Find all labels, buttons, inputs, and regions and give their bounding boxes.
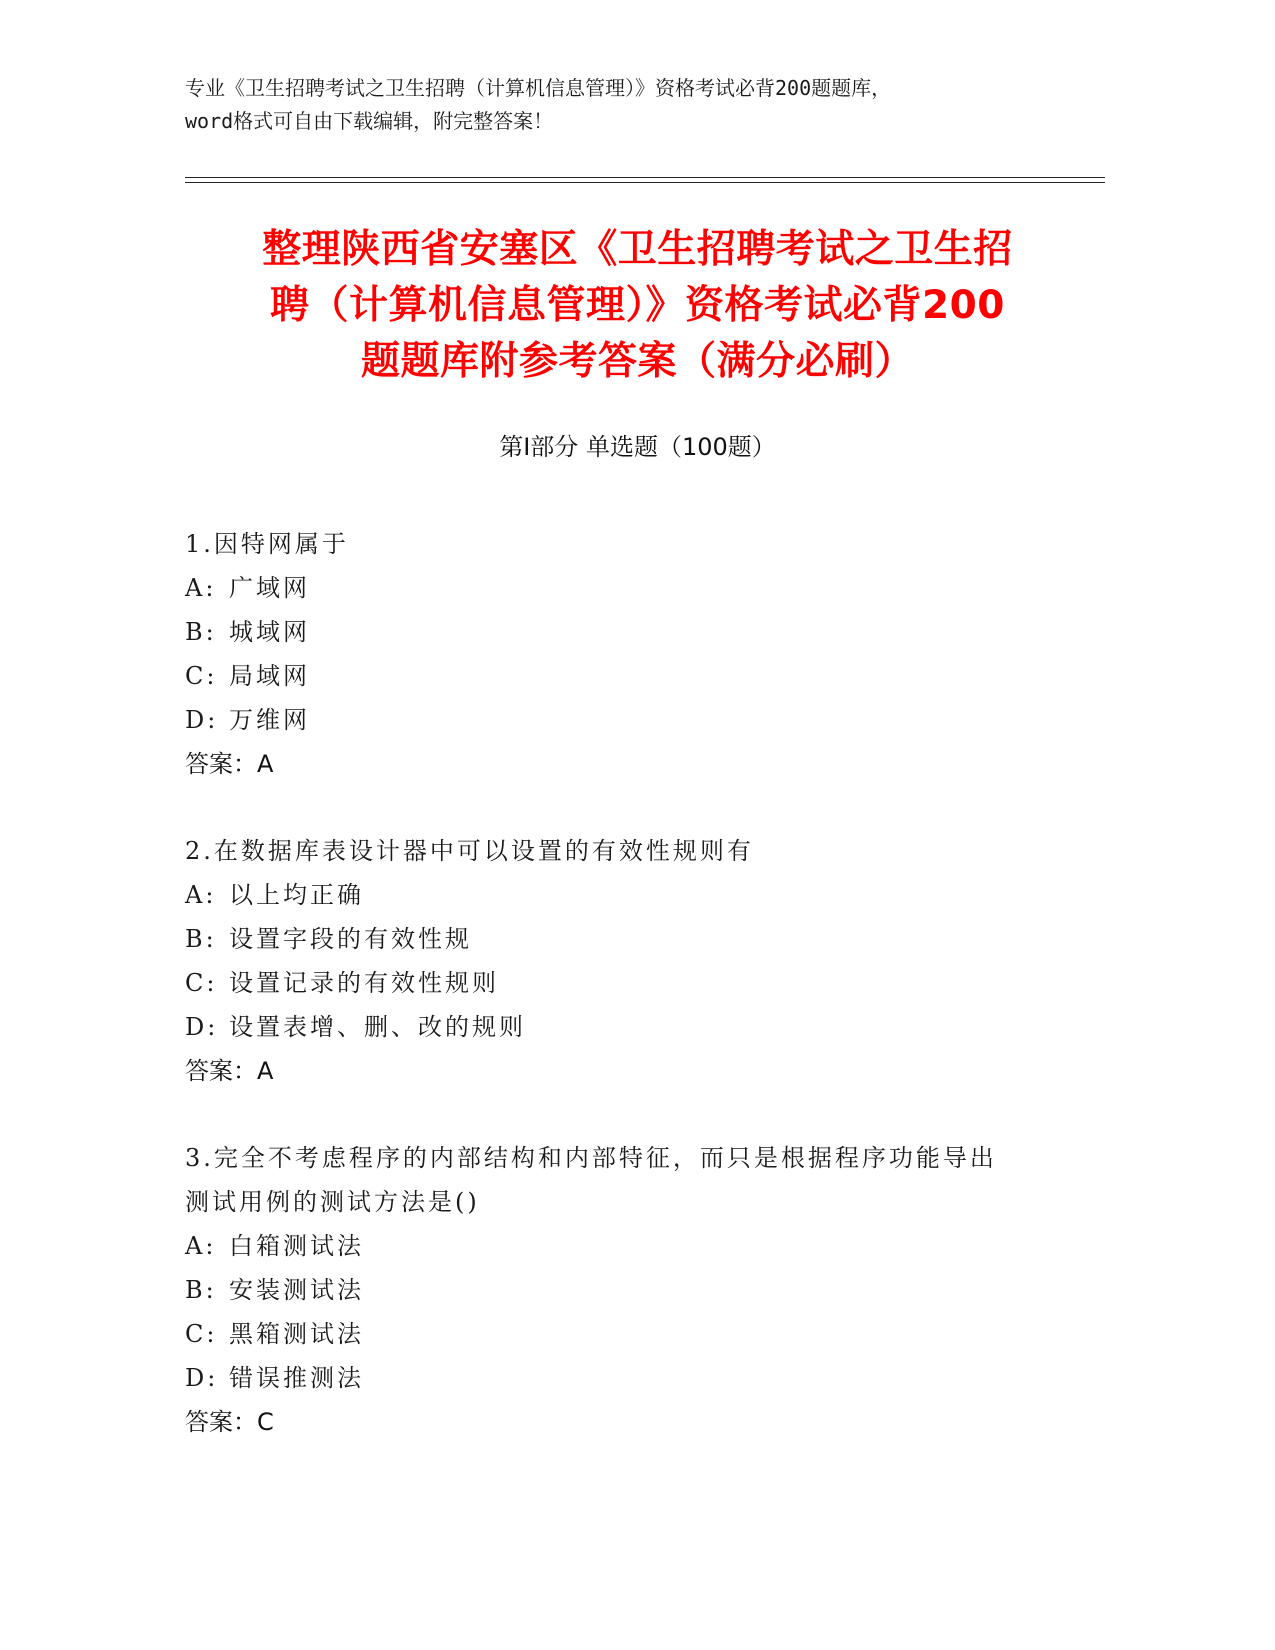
option-a: [185, 873, 1085, 917]
option-text: 白箱测试法: [229, 1232, 364, 1260]
option-letter: B:: [185, 1276, 217, 1304]
title-line-1: 整理陕西省安塞区《卫生招聘考试之卫生招: [262, 227, 1013, 272]
option-b: [185, 917, 1085, 961]
option-text: 错误推测法: [229, 1364, 364, 1392]
option-text: 黑箱测试法: [229, 1320, 364, 1348]
option-letter: D:: [185, 1364, 219, 1392]
option-letter: D:: [185, 1013, 219, 1041]
option-text: 以上均正确: [229, 881, 364, 909]
option-letter: C:: [185, 662, 218, 690]
option-c: [185, 654, 1085, 698]
question-2: [185, 829, 1085, 1093]
option-text: 安装测试法: [229, 1276, 364, 1304]
document-title: [150, 222, 1125, 390]
option-d: [185, 1356, 1085, 1400]
option-b: [185, 1268, 1085, 1312]
option-text: 设置表增、删、改的规则: [229, 1013, 526, 1041]
option-letter: C:: [185, 1320, 218, 1348]
answer-line: 答案：C: [185, 1408, 274, 1436]
option-letter: D:: [185, 706, 219, 734]
question-list: [185, 522, 1085, 1487]
question-stem-line-1: 3.完全不考虑程序的内部结构和内部特征，而只是根据程序功能导出: [185, 1144, 997, 1172]
option-a: [185, 1224, 1085, 1268]
option-letter: C:: [185, 969, 218, 997]
answer-line: 答案：A: [185, 750, 274, 778]
option-text: 设置字段的有效性规: [229, 925, 472, 953]
option-c: [185, 1312, 1085, 1356]
option-letter: A:: [185, 881, 217, 909]
option-d: [185, 698, 1085, 742]
section-heading: 第Ⅰ部分 单选题（100题）: [499, 433, 776, 461]
option-letter: B:: [185, 618, 217, 646]
option-c: [185, 961, 1085, 1005]
option-letter: B:: [185, 925, 217, 953]
question-stem: 1.因特网属于: [185, 530, 349, 558]
question-stem: 2.在数据库表设计器中可以设置的有效性规则有: [185, 837, 754, 865]
option-b: [185, 610, 1085, 654]
header-divider-top: [185, 177, 1105, 178]
option-text: 广域网: [229, 574, 310, 602]
option-d: [185, 1005, 1085, 1049]
header-divider-bottom: [185, 182, 1105, 183]
header-note: [185, 72, 1085, 138]
option-letter: A:: [185, 1232, 217, 1260]
option-text: 设置记录的有效性规则: [229, 969, 499, 997]
question-1: [185, 522, 1085, 786]
question-3: [185, 1136, 1085, 1444]
option-a: [185, 566, 1085, 610]
header-note-line-1: 专业《卫生招聘考试之卫生招聘（计算机信息管理）》资格考试必背200题题库，: [185, 76, 892, 100]
title-line-3: 题题库附参考答案（满分必刷）: [360, 339, 914, 384]
title-line-2: 聘（计算机信息管理）》资格考试必背200: [270, 283, 1005, 328]
option-letter: A:: [185, 574, 217, 602]
question-stem-line-2: 测试用例的测试方法是(): [185, 1188, 480, 1216]
option-text: 万维网: [229, 706, 310, 734]
option-text: 城域网: [229, 618, 310, 646]
answer-line: 答案：A: [185, 1057, 274, 1085]
option-text: 局域网: [229, 662, 310, 690]
header-note-line-2: word格式可自由下载编辑，附完整答案！: [185, 109, 554, 133]
